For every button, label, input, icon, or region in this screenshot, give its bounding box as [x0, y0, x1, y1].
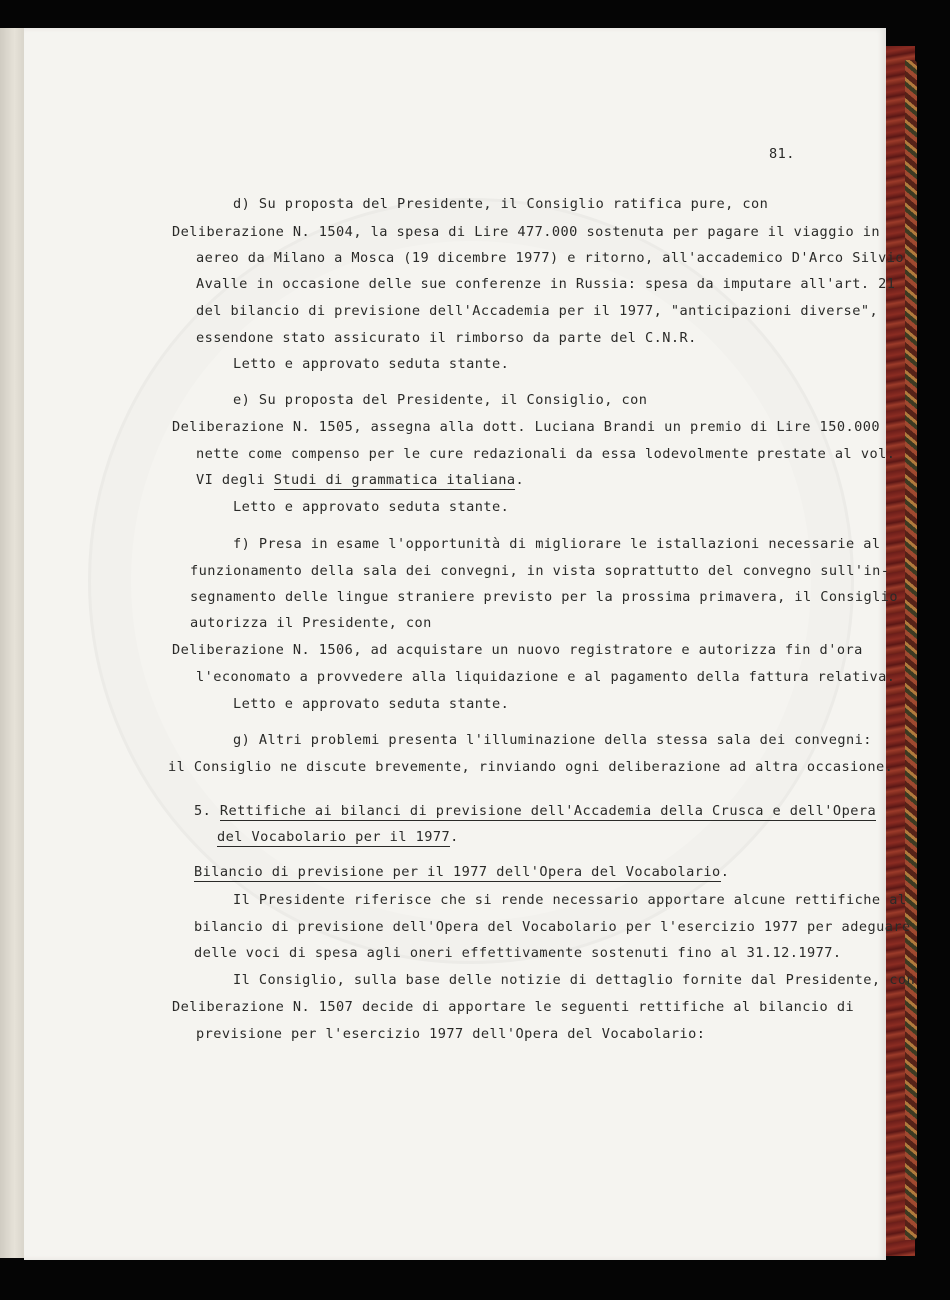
paragraph-line: segnamento delle lingue straniere previsto per la prossima primavera, il Consiglio: [190, 589, 898, 605]
paragraph-line: l'economato a provvedere alla liquidazione e al pagamento della fattura relativa.: [196, 669, 896, 685]
facing-page-edge: [0, 28, 25, 1258]
paragraph-line: Deliberazione N. 1505, assegna alla dott. Luciana Brandi un premio di Lire 150.000: [172, 419, 880, 435]
paragraph-line: bilancio di previsione dell'Opera del Vocabolario per l'esercizio 1977 per adeguare: [194, 919, 911, 935]
document-page: [24, 28, 916, 1260]
text-run: .: [720, 864, 730, 880]
section-heading: [194, 803, 876, 819]
paragraph-line: funzionamento della sala dei convegni, in vista soprattutto del convegno sull'in-: [190, 563, 890, 579]
paragraph-line: delle voci di spesa agli oneri effettivamente sostenuti fino al 31.12.1977.: [194, 945, 842, 961]
paragraph-line: Letto e approvato seduta stante.: [233, 499, 510, 515]
text-run: .: [450, 829, 459, 845]
underlined-title: Studi di grammatica italiana: [273, 472, 516, 488]
paragraph-line: Deliberazione N. 1504, la spesa di Lire 477.000 sostenuta per pagare il viaggio in: [172, 224, 880, 240]
paragraph-line: [196, 472, 524, 488]
paragraph-line: d) Su proposta del Presidente, il Consiglio ratifica pure, con: [233, 196, 769, 212]
paragraph-line: Letto e approvato seduta stante.: [233, 696, 510, 712]
paragraph-line: e) Su proposta del Presidente, il Consiglio, con: [233, 392, 648, 408]
paragraph-line: aereo da Milano a Mosca (19 dicembre 1977) e ritorno, all'accademico D'Arco Silvio: [196, 250, 904, 266]
section-number: 5.: [194, 803, 220, 819]
section-heading: [217, 829, 459, 845]
underlined-heading: Bilancio di previsione per il 1977 dell'Opera del Vocabolario: [194, 864, 721, 880]
paragraph-line: Il Consiglio, sulla base delle notizie di dettaglio fornite dal Presidente, con: [233, 972, 916, 988]
underlined-heading: del Vocabolario per il 1977: [217, 829, 451, 845]
paragraph-line: Letto e approvato seduta stante.: [233, 356, 510, 372]
paragraph-line: Avalle in occasione delle sue conferenze in Russia: spesa da imputare all'art. 21: [196, 276, 896, 292]
paragraph-line: previsione per l'esercizio 1977 dell'Opera del Vocabolario:: [196, 1026, 706, 1042]
paragraph-line: f) Presa in esame l'opportunità di migliorare le istallazioni necessarie al: [233, 536, 881, 552]
paragraph-line: autorizza il Presidente, con: [190, 615, 432, 631]
page-number: 81.: [769, 146, 795, 162]
text-run: VI degli: [196, 472, 274, 488]
paragraph-line: Deliberazione N. 1506, ad acquistare un nuovo registratore e autorizza fin d'ora: [172, 642, 863, 658]
text-run: .: [515, 472, 525, 488]
paragraph-line: essendone stato assicurato il rimborso da parte del C.N.R.: [196, 330, 697, 346]
paragraph-line: il Consiglio ne discute brevemente, rinviando ogni deliberazione ad altra occasione.: [168, 759, 894, 775]
paragraph-line: Deliberazione N. 1507 decide di apportare le seguenti rettifiche al bilancio di: [172, 999, 855, 1015]
paragraph-line: del bilancio di previsione dell'Accademia per il 1977, "anticipazioni diverse",: [196, 303, 879, 319]
paragraph-line: Il Presidente riferisce che si rende necessario apportare alcune rettifiche al: [233, 892, 907, 908]
paragraph-line: nette come compenso per le cure redazionali da essa lodevolmente prestate al vol.: [196, 446, 896, 462]
underlined-heading: Rettifiche ai bilanci di previsione dell'Accademia della Crusca e dell'Opera: [219, 803, 877, 819]
subsection-heading: [194, 864, 729, 880]
marbled-edge: [905, 60, 917, 1240]
paragraph-line: g) Altri problemi presenta l'illuminazione della stessa sala dei convegni:: [233, 732, 872, 748]
